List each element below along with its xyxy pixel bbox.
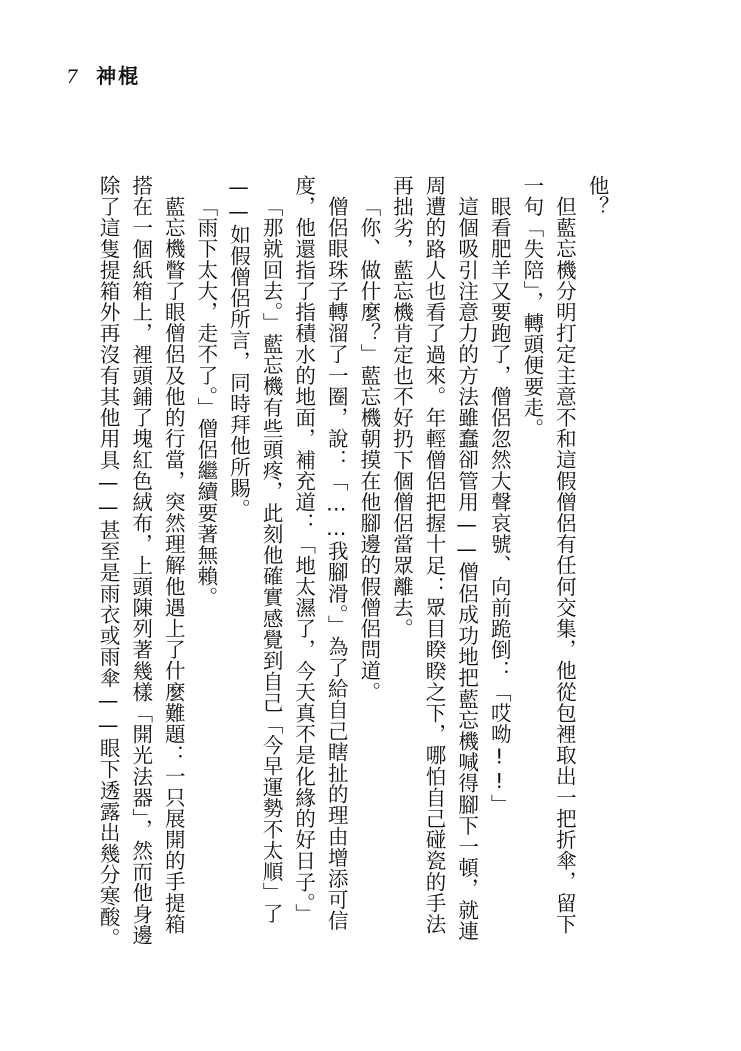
paragraph: 「雨下太大，走不了。」僧侶繼續要著無賴。	[193, 195, 218, 608]
paragraph: 僧侶眼珠子轉溜了一圈，說：「……我腳滑。」為了給自己瞎扯的理由增添可信度，他還指了指積水的地面，補充道：「地太濕了，今天真不是化緣的好日子。」	[291, 175, 349, 931]
paragraph: 眼看肥羊又要跑了，僧侶忽然大聲哀號、向前跪倒：「哎呦!!」	[487, 195, 512, 815]
page-header	[66, 60, 140, 89]
paragraph: 藍忘機瞥了眼僧侶及他的行當，突然理解他遇上了什麼難題：一只展開的手提箱搭在一個紙箱上，裡頭鋪了塊紅色絨布，上頭陳列著幾樣「開光法器」，然而他身邊除了這隻提箱外再沒有其他用具——甚至是雨衣或雨傘——眼下透露出幾分寒酸。	[96, 175, 186, 949]
paragraph: 「那就回去。」藍忘機有些頭疼，此刻他確實感覺到自己「今早運勢不太順」了——如假僧侶所言，同時拜他所賜。	[226, 175, 284, 924]
page-number: 7	[66, 66, 79, 88]
paragraph: 他？	[585, 175, 609, 218]
paragraph: 但藍忘機分明打定主意不和這假僧侶有任何交集，他從包裡取出一把折傘，留下一句「失陪」，轉頭便要走。	[519, 175, 577, 934]
paragraph: 這個吸引注意力的方法雖蠢卻管用——僧侶成功地把藍忘機喊得腳下一頓，就連周遭的路人也看了過來。年輕僧侶把握十足：眾目睽睽之下，哪怕自己碰瓷的手法再拙劣，藍忘機肯定也不好扔下個僧侶當眾離去。	[389, 175, 479, 941]
paragraph: 「你、做什麼？」藍忘機朝摸在他腳邊的假僧侶問道。	[356, 195, 381, 702]
book-title: 神棍	[96, 64, 141, 88]
body-text	[92, 175, 614, 955]
